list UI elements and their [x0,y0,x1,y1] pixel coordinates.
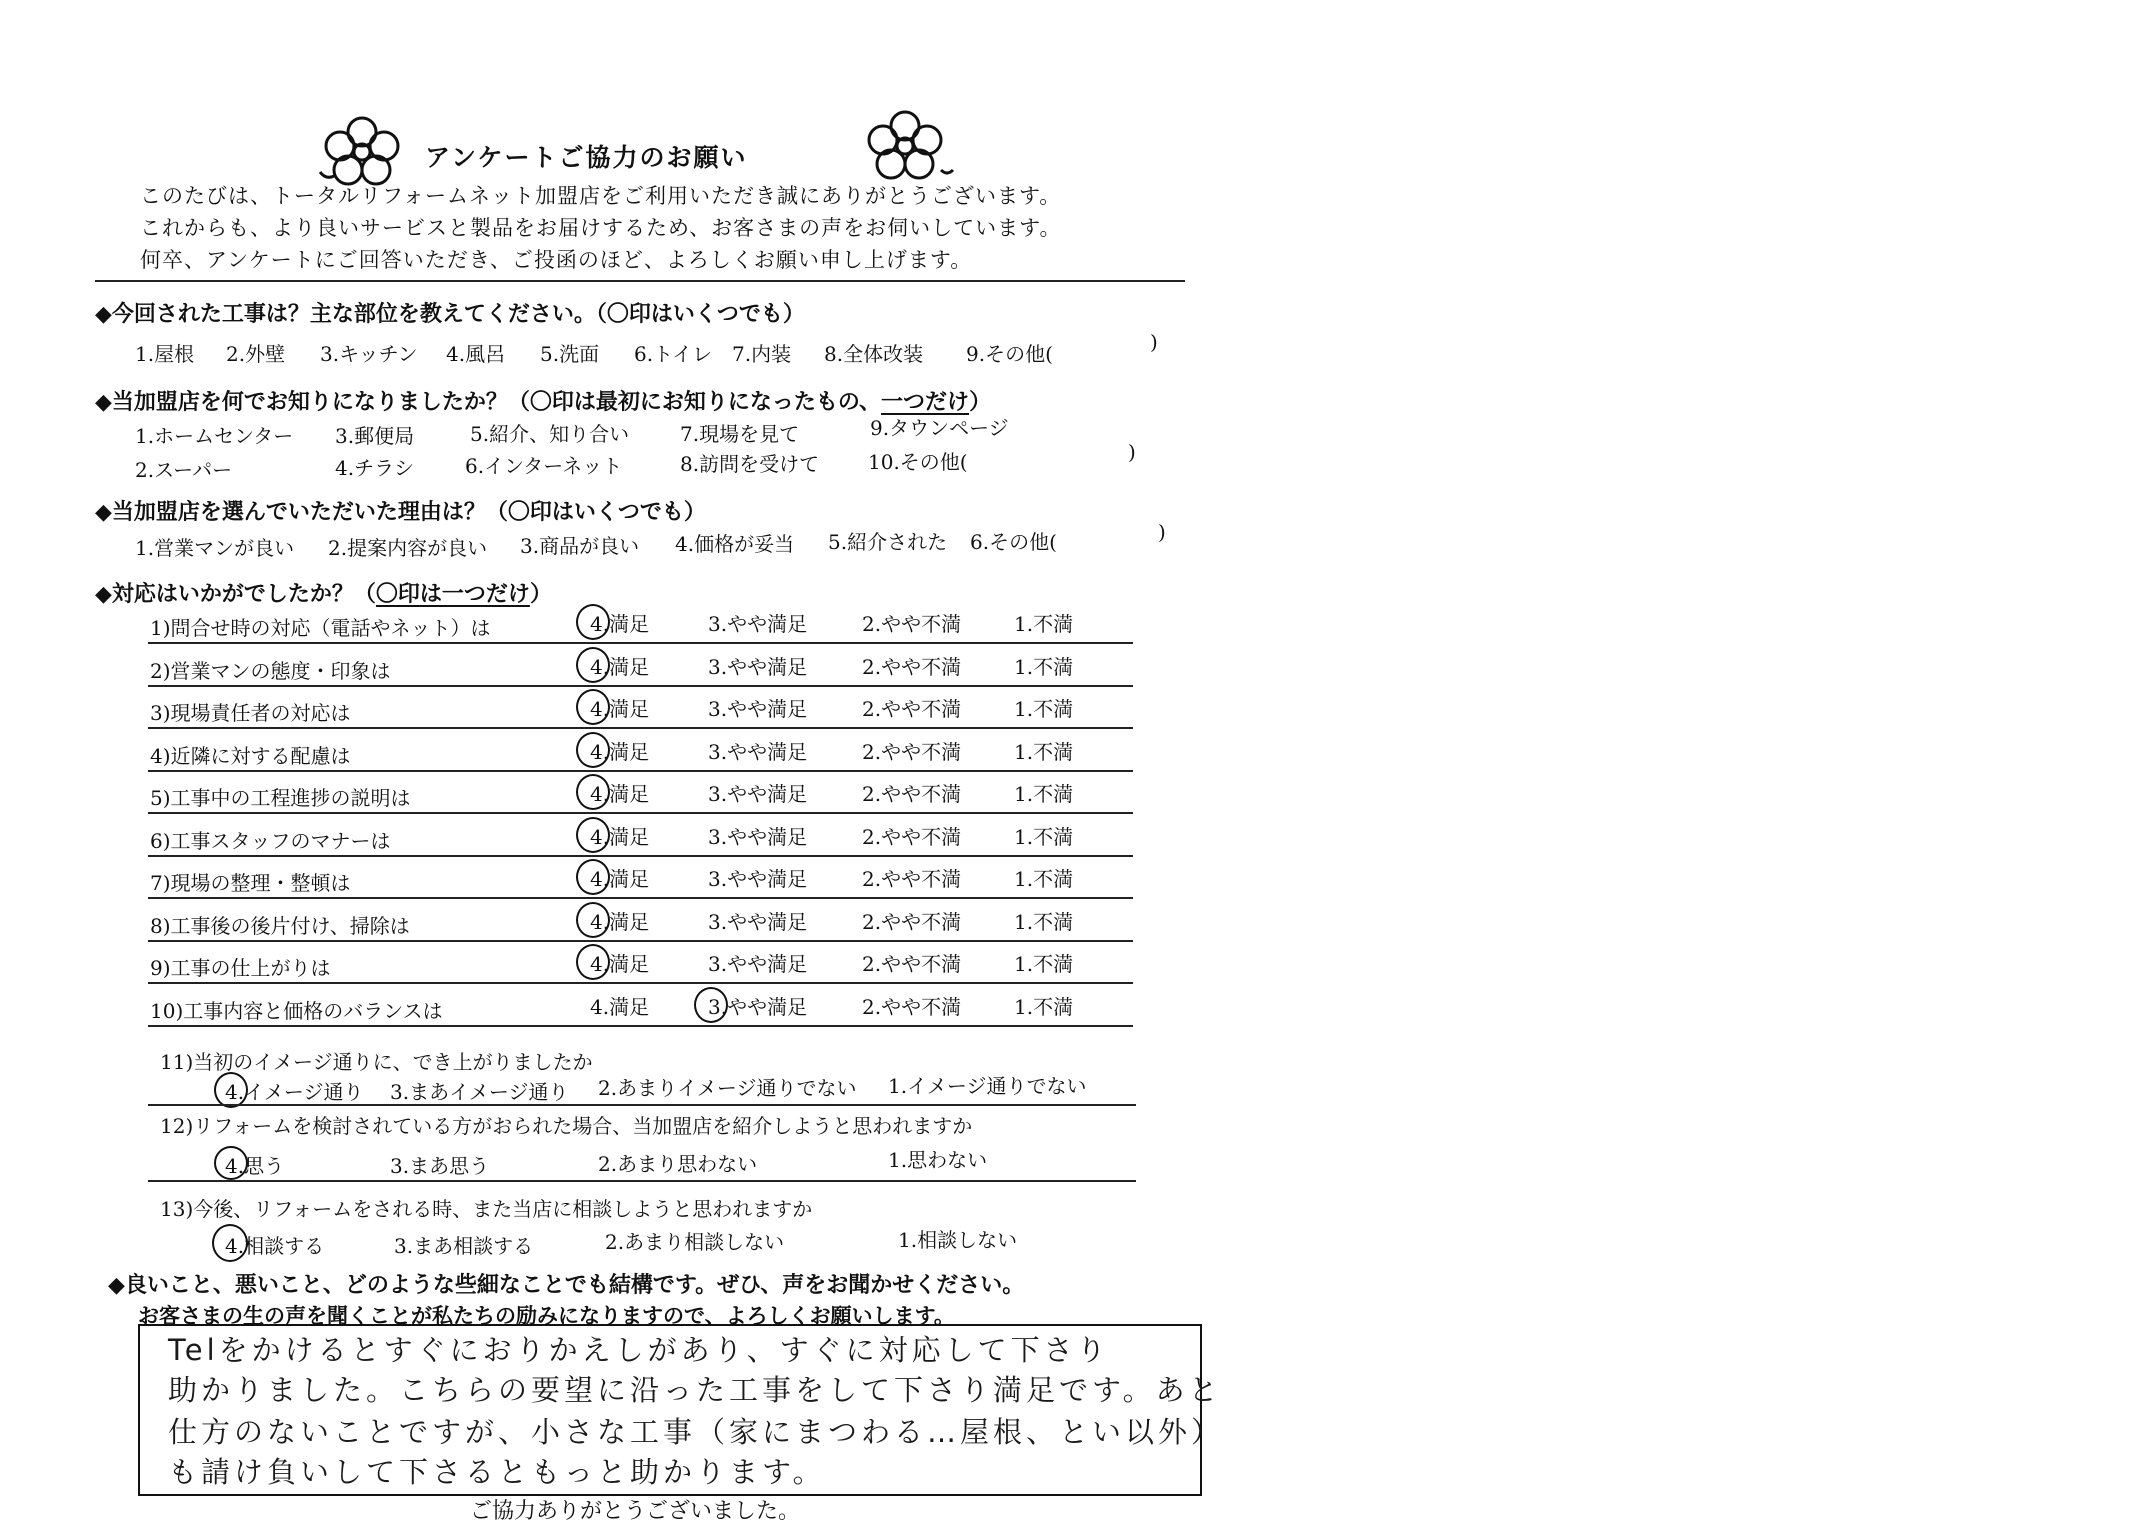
q4-rating-option[interactable]: 4.満足 [590,910,650,934]
flower-right-icon [855,104,955,184]
q4-row-line [148,897,1133,899]
q4-rating-option[interactable]: 1.不満 [1014,825,1074,849]
q4-rating-option[interactable]: 2.やや不満 [862,910,962,934]
q4-row-line [148,727,1133,729]
q3-option[interactable]: 4.価格が妥当 [675,532,795,556]
q4-rating-option[interactable]: 2.やや不満 [862,655,962,679]
q13-option[interactable]: 3.まあ相談する [394,1234,534,1258]
comments-heading: ◆良いこと、悪いこと、どのような些細なことでも結構です。ぜひ、声をお聞かせください。 [108,1273,1025,1298]
q11-option[interactable]: 3.まあイメージ通り [390,1080,569,1104]
q4-item-label: 1)問合せ時の対応（電話やネット）は [150,616,491,640]
q11-question: 11)当初のイメージ通りに、でき上がりましたか [160,1050,593,1074]
q4-row-line [148,855,1133,857]
q11-answer-circle [214,1072,248,1108]
q4-rating-option[interactable]: 1.不満 [1014,782,1074,806]
q4-rating-option[interactable]: 3.やや満足 [708,952,808,976]
q1-paren-close: ) [1150,330,1158,354]
q4-rating-option[interactable]: 3.やや満足 [708,697,808,721]
q4-answer-circle [576,902,610,938]
q2-option[interactable]: 5.紹介、知り合い [470,422,630,446]
q4-answer-circle [576,944,610,980]
q3-paren-close: ) [1158,520,1166,544]
q4-rating-option[interactable]: 1.不満 [1014,995,1074,1019]
q4-rating-option[interactable]: 3.やや満足 [708,825,808,849]
q4-answer-circle [576,817,610,853]
q1-heading: ◆今回された工事は？主な部位を教えてください。（〇印はいくつでも） [95,302,805,327]
q1-option[interactable]: 8.全体改装 [824,342,924,366]
q4-row-line [148,940,1133,942]
q13-option[interactable]: 2.あまり相談しない [605,1230,785,1254]
q4-row-line [148,982,1133,984]
q13-option[interactable]: 4.相談する [225,1234,325,1258]
q4-item-label: 4)近隣に対する配慮は [150,744,351,768]
q2-option-other[interactable]: 10.その他( [868,450,968,474]
q13-option[interactable]: 1.相談しない [898,1228,1018,1252]
q2-option[interactable]: 1.ホームセンター [135,424,294,448]
q4-rating-option[interactable]: 1.不満 [1014,867,1074,891]
q4-row-line [148,812,1133,814]
q2-option[interactable]: 2.スーパー [135,458,233,482]
q1-option-other[interactable]: 9.その他( [966,342,1053,366]
q11-line [148,1104,1136,1106]
q4-rating-option[interactable]: 2.やや不満 [862,867,962,891]
q4-rating-option[interactable]: 4.満足 [590,655,650,679]
q4-rating-option[interactable]: 1.不満 [1014,740,1074,764]
q11-option[interactable]: 4.イメージ通り [225,1080,364,1104]
q2-option[interactable]: 7.現場を見て [680,422,800,446]
q4-item-label: 9)工事の仕上がりは [150,956,331,980]
q1-option[interactable]: 7.内装 [732,342,792,366]
q2-heading-emphasis: 一つだけ [881,390,970,415]
q4-answer-circle [576,647,610,683]
q12-option[interactable]: 4.思う [225,1154,285,1178]
q4-rating-option[interactable]: 3.やや満足 [708,782,808,806]
q4-rating-option[interactable]: 4.満足 [590,867,650,891]
q11-option[interactable]: 1.イメージ通りでない [888,1074,1087,1098]
q4-rating-option[interactable]: 1.不満 [1014,655,1074,679]
q4-rating-option[interactable]: 2.やや不満 [862,825,962,849]
q4-rating-option[interactable]: 4.満足 [590,782,650,806]
q1-option[interactable]: 1.屋根 [135,342,195,366]
q4-rating-option[interactable]: 4.満足 [590,995,650,1019]
q12-option[interactable]: 1.思わない [888,1148,988,1172]
q4-rating-option[interactable]: 3.やや満足 [708,655,808,679]
q1-option[interactable]: 4.風呂 [446,342,506,366]
q4-rating-option[interactable]: 4.満足 [590,825,650,849]
q1-option[interactable]: 3.キッチン [320,342,418,366]
q4-rating-option[interactable]: 3.やや満足 [708,995,808,1019]
q4-rating-option[interactable]: 4.満足 [590,952,650,976]
comment-line-3: 仕方のないことですが、小さな工事（家にまつわる…屋根、とい以外） [168,1415,1225,1449]
q1-option[interactable]: 6.トイレ [634,342,713,366]
q12-option[interactable]: 2.あまり思わない [598,1152,758,1176]
q4-item-label: 6)工事スタッフのマナーは [150,829,391,853]
q4-answer-circle [576,689,610,725]
q4-rating-option[interactable]: 2.やや不満 [862,612,962,636]
q12-answer-circle [214,1146,248,1180]
q4-rating-option[interactable]: 1.不満 [1014,910,1074,934]
intro-line-2: これからも、より良いサービスと製品をお届けするため、お客さまの声をお伺いしています。 [140,216,1062,240]
q4-rating-option[interactable]: 1.不満 [1014,697,1074,721]
q12-question: 12)リフォームを検討されている方がおられた場合、当加盟店を紹介しようと思われますか [160,1114,973,1138]
q4-row-line [148,685,1133,687]
q4-rating-option[interactable]: 2.やや不満 [862,995,962,1019]
q12-option[interactable]: 3.まあ思う [390,1154,490,1178]
q13-answer-circle [212,1224,248,1262]
q4-rating-option[interactable]: 1.不満 [1014,952,1074,976]
q4-rating-option[interactable]: 3.やや満足 [708,910,808,934]
q4-answer-circle [694,987,728,1023]
footer-thanks: ご協力ありがとうございました。 [470,1499,801,1524]
q3-option-other[interactable]: 6.その他( [970,530,1057,554]
q12-line [148,1180,1136,1182]
q11-option[interactable]: 2.あまりイメージ通りでない [598,1076,857,1100]
q2-paren-close: ) [1128,440,1136,464]
q4-rating-option[interactable]: 2.やや不満 [862,782,962,806]
q4-answer-circle [576,604,610,640]
intro-line-3: 何卒、アンケートにご回答いただき、ご投函のほど、よろしくお願い申し上げます。 [140,248,973,272]
comment-line-4: も請け負いして下さるともっと助かります。 [168,1455,826,1489]
header-divider [95,280,1185,282]
q4-rating-option[interactable]: 3.やや満足 [708,740,808,764]
comments-subheading: お客さまの生の声を聞くことが私たちの励みになりますので、よろしくお願いします。 [138,1304,955,1328]
q3-option[interactable]: 2.提案内容が良い [328,536,488,560]
q4-row-line [148,642,1133,644]
q4-item-label: 8)工事後の後片付け、掃除は [150,914,410,938]
survey-title: アンケートご協力のお願い [425,143,748,172]
q3-option[interactable]: 3.商品が良い [520,534,640,558]
intro-line-1: このたびは、トータルリフォームネット加盟店をご利用いただき誠にありがとうございます。 [140,184,1062,208]
q3-heading: ◆当加盟店を選んでいただいた理由は？（〇印はいくつでも） [95,500,706,525]
q4-rating-option[interactable]: 4.満足 [590,697,650,721]
q4-item-label: 3)現場責任者の対応は [150,701,351,725]
q13-question: 13)今後、リフォームをされる時、また当店に相談しようと思われますか [160,1197,813,1221]
q2-option[interactable]: 8.訪問を受けて [680,452,820,476]
q4-rating-option[interactable]: 2.やや不満 [862,697,962,721]
q2-option[interactable]: 6.インターネット [465,454,623,478]
q2-heading: ◆当加盟店を何でお知りになりましたか？（〇印は最初にお知りになったもの、一つだけ） [95,390,992,415]
q4-rating-option[interactable]: 2.やや不満 [862,952,962,976]
q4-answer-circle [576,859,610,895]
comment-line-2: 助かりました。こちらの要望に沿った工事をして下さり満足です。あと [168,1373,1222,1407]
q4-heading: ◆対応はいかがでしたか？（〇印は一つだけ） [95,582,552,607]
q3-option[interactable]: 1.営業マンが良い [135,536,295,560]
q4-rating-option[interactable]: 1.不満 [1014,612,1074,636]
q4-answer-circle [576,732,610,768]
q3-option[interactable]: 5.紹介された [828,530,948,554]
q2-option[interactable]: 9.タウンページ [870,416,1009,440]
q2-option[interactable]: 3.郵便局 [335,424,415,448]
q4-heading-emphasis: 〇印は一つだけ [375,582,530,607]
q4-item-label: 10)工事内容と価格のバランスは [150,999,443,1023]
q4-row-line [148,1025,1133,1027]
q4-rating-option[interactable]: 3.やや満足 [708,612,808,636]
q4-rating-option[interactable]: 4.満足 [590,740,650,764]
comment-line-1: Telをかけるとすぐにおりかえしがあり、すぐに対応して下さり [168,1333,1110,1367]
q4-rating-option[interactable]: 2.やや不満 [862,740,962,764]
q4-rating-option[interactable]: 4.満足 [590,612,650,636]
flower-left-icon [312,110,412,190]
q4-row-line [148,770,1133,772]
q1-option[interactable]: 2.外壁 [226,342,286,366]
q1-option[interactable]: 5.洗面 [540,342,600,366]
q4-item-label: 7)現場の整理・整頓は [150,871,351,895]
q2-option[interactable]: 4.チラシ [335,456,415,480]
q4-item-label: 5)工事中の工程進捗の説明は [150,786,411,810]
q4-item-label: 2)営業マンの態度・印象は [150,659,391,683]
q4-rating-option[interactable]: 3.やや満足 [708,867,808,891]
q4-answer-circle [576,774,610,810]
